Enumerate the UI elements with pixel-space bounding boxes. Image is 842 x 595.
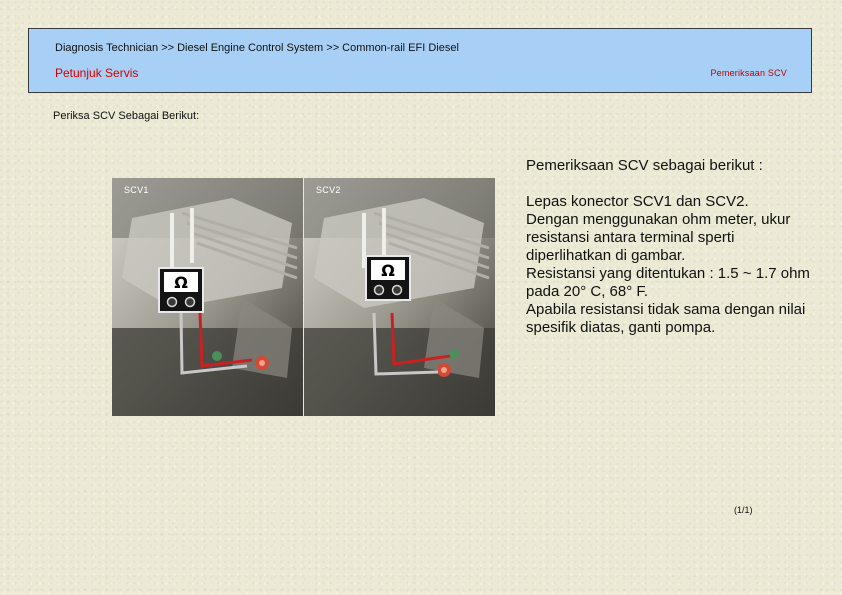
engine-photo-scv2	[304, 178, 495, 416]
breadcrumb: Diagnosis Technician >> Diesel Engine Control System >> Common-rail EFI Diesel	[55, 42, 459, 54]
instruction-line: Apabila resistansi tidak sama dengan nilai spesifik diatas, ganti pompa.	[526, 301, 806, 336]
instruction-text	[526, 157, 816, 337]
instruction-line: Resistansi yang ditentukan : 1.5 ~ 1.7 ohm pada 20° C, 68° F.	[526, 265, 810, 300]
page-subtitle: Periksa SCV Sebagai Berikut:	[53, 110, 200, 122]
instruction-line: Lepas konector SCV1 dan SCV2.	[526, 193, 749, 210]
engine-photo-scv1-image	[112, 178, 303, 416]
ohm-symbol: Ω	[381, 261, 395, 280]
engine-photo-scv2-image	[304, 178, 495, 416]
section-title: Petunjuk Servis	[55, 66, 139, 80]
instruction-intro: Pemeriksaan SCV sebagai berikut :	[526, 157, 763, 174]
ohm-symbol: Ω	[174, 273, 188, 292]
instruction-line: Dengan menggunakan ohm meter, ukur resistansi antara terminal sperti diperlihatkan di gambar.	[526, 211, 791, 264]
header-banner	[28, 28, 812, 93]
photo-label-scv2: SCV2	[316, 185, 341, 195]
engine-photo-scv1	[112, 178, 303, 416]
topic-title: Pemeriksaan SCV	[710, 68, 787, 78]
photo-label-scv1: SCV1	[124, 185, 149, 195]
page-number: (1/1)	[734, 505, 753, 515]
